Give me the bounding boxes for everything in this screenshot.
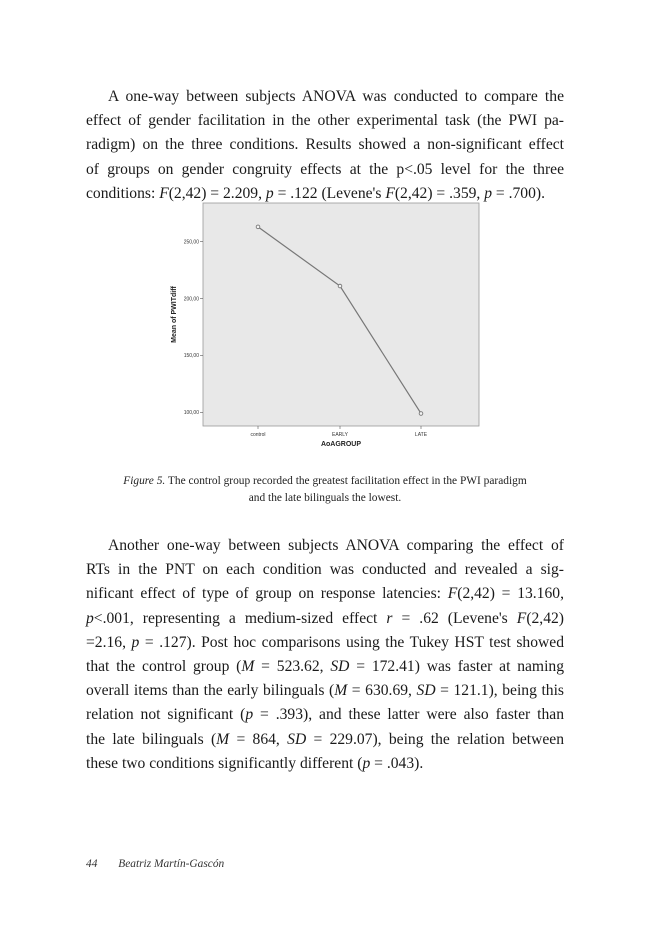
running-author: Beatriz Martín-Gascón <box>118 858 225 870</box>
para2-line: that the control group (M = 523.62, SD = 172.41) was faster at naming <box>86 658 564 676</box>
x-tick-label: control <box>250 432 266 438</box>
data-point <box>419 412 423 416</box>
paragraph-anova-pwi <box>86 85 564 206</box>
para1-line: radigm) on the three conditions. Results showed a non-significant effect <box>86 136 564 154</box>
para2-line: =2.16, p = .127). Post hoc comparisons using the Tukey HST test showed <box>86 633 564 651</box>
para2-line: nificant effect of type of group on response latencies: F(2,42) = 13.160, <box>86 585 564 603</box>
caption-line-2: and the late bilinguals the lowest. <box>248 492 402 504</box>
y-tick-label: 250,00 <box>183 239 199 246</box>
para2-line: the late bilinguals (M = 864, SD = 229.07), being the relation between <box>86 730 565 748</box>
x-tick-label: LATE <box>414 432 428 438</box>
caption-text-1: The control group recorded the greatest facilitation effect in the PWI paradigm <box>167 475 527 487</box>
figure-5-chart <box>165 195 487 455</box>
plot-area <box>203 203 479 426</box>
page-number: 44 <box>86 858 98 870</box>
paragraph-anova-pnt <box>86 534 564 776</box>
caption-label: Figure 5. <box>123 475 166 487</box>
x-axis-title: AoAGROUP <box>320 441 362 448</box>
x-tick-label: EARLY <box>331 432 349 438</box>
y-tick-label: 100,00 <box>183 410 199 417</box>
y-axis-title: Mean of PWITdiff <box>171 286 178 343</box>
para1-line: A one-way between subjects ANOVA was conducted to compare the <box>108 88 564 105</box>
para1-line: of groups on gender congruity effects at the p<.05 level for the three <box>86 160 564 178</box>
para2-line: overall items than the early bilinguals (M = 630.69, SD = 121.1), being this <box>86 682 564 700</box>
para2-line: p<.001, representing a medium-sized effect r = .62 (Levene's F(2,42) <box>86 609 564 627</box>
data-point <box>338 284 342 288</box>
para2-line: relation not significant (p = .393), and these latter were also faster than <box>86 706 564 724</box>
page-footer <box>86 858 224 870</box>
para2-line: Another one-way between subjects ANOVA comparing the effect of <box>108 537 564 554</box>
para1-line: effect of gender facilitation in the other experimental task (the PWI pa- <box>86 112 564 130</box>
para2-line: RTs in the PNT on each condition was conducted and revealed a sig- <box>86 561 564 579</box>
figure-caption <box>86 473 564 507</box>
y-tick-label: 200,00 <box>183 296 199 303</box>
data-point <box>256 225 260 229</box>
para2-line: these two conditions significantly different (p = .043). <box>86 754 424 772</box>
para1-line: conditions: F(2,42) = 2.209, p = .122 (Levene's F(2,42) = .359, p = .700). <box>86 184 545 202</box>
line-chart <box>165 195 487 455</box>
y-tick-label: 150,00 <box>183 353 199 360</box>
caption-line-1 <box>86 473 564 490</box>
